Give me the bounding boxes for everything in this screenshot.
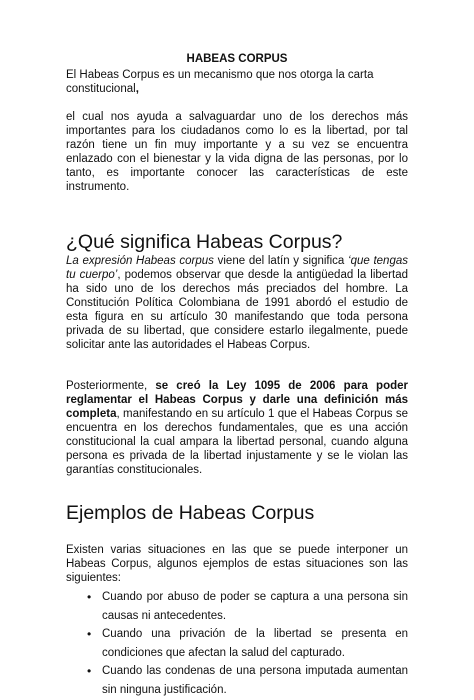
definition-paragraph	[66, 254, 408, 352]
definition-italic-1: La expresión Habeas corpus	[66, 255, 214, 267]
list-item	[87, 588, 408, 625]
bullet-icon: •	[87, 664, 92, 679]
definition-text-1: viene del latín y significa	[213, 255, 349, 267]
law-bold: se creó la Ley 1095 de 2006 para poder reglamentar el Habeas Corpus y darle una definición más completa	[66, 380, 408, 420]
example-text: Cuando las condenas de una persona imputada aumentan sin ninguna justificación.	[102, 665, 408, 696]
example-text: Cuando por abuso de poder se captura a una persona sin causas ni antecedentes.	[102, 591, 408, 622]
lead-sentence	[66, 68, 408, 96]
document-title: HABEAS CORPUS	[186, 53, 288, 65]
law-paragraph	[66, 379, 408, 477]
example-text: Cuando una privación de la libertad se presenta en condiciones que afectan la salud del capturado.	[102, 628, 408, 659]
heading-que-significa: ¿Qué significa Habeas Corpus?	[66, 231, 343, 253]
examples-list	[66, 588, 408, 700]
definition-text-2: , podemos observar que desde la antigüedad la libertad ha sido uno de los derechos más preciados del hombre. La Constitución Política Colombiana de 1991 abordó el estudio de esta figura en su artículo 30 manifestando que toda persona privada de su libertad, que considere estarlo ilegalmente, puede solicitar ante las autoridades el Habeas Corpus.	[66, 269, 408, 351]
definition-italic-2: ‘que tengas tu cuerpo’	[66, 255, 408, 281]
lead-text: El Habeas Corpus es un mecanismo que nos otorga la carta constitucional	[66, 69, 374, 95]
intro-paragraph: el cual nos ayuda a salvaguardar uno de los derechos más importantes para los ciudadanos como lo es la libertad, por tal razón tiene un fin muy importante y a su vez se encuentra enlazado con el bienestar y la vida digna de las personas, por lo tanto, es importante conocer las características de este instrumento.	[66, 111, 408, 193]
examples-intro-paragraph: Existen varias situaciones en las que se puede interponer un Habeas Corpus, algunos ejemplos de estas situaciones son las siguientes:	[66, 544, 408, 584]
law-text-1: Posteriormente,	[66, 380, 156, 392]
bullet-icon: •	[87, 590, 92, 604]
bullet-icon: •	[87, 627, 92, 642]
lead-comma: ,	[135, 83, 139, 95]
law-text-2: , manifestando en su artículo 1 que el Habeas Corpus se encuentra en los derechos fundamentales, que es una acción constitucional la cual ampara la libertad personal, cuando alguna persona es privada de la libertad injustamente y se le violan las garantías constitucionales.	[66, 408, 408, 476]
list-item	[87, 625, 408, 662]
list-item	[87, 662, 408, 699]
heading-ejemplos: Ejemplos de Habeas Corpus	[66, 502, 315, 524]
